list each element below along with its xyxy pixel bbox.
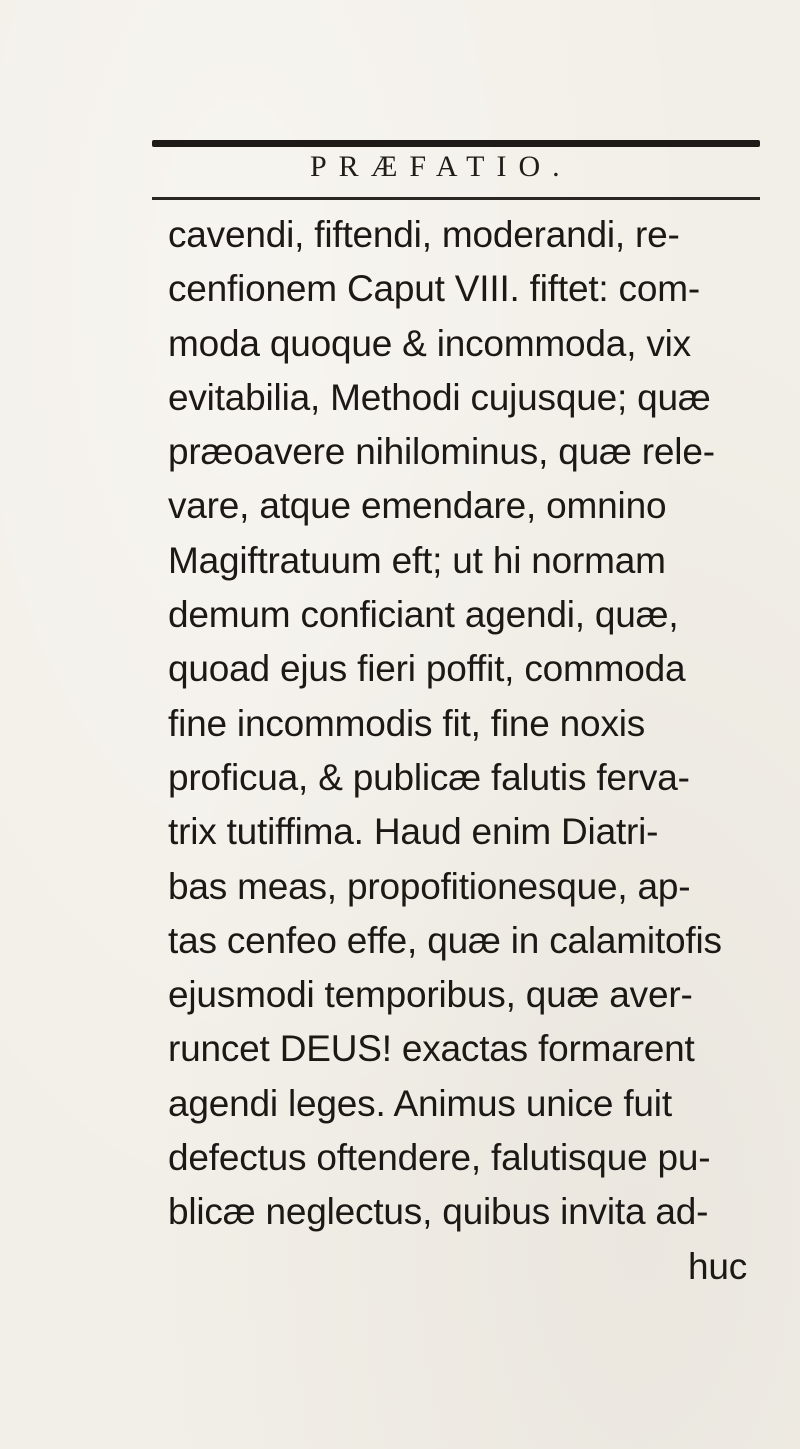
text-line: fine incommodis fit, fine noxis [168, 702, 646, 744]
text-line: defectus oftendere, falutisque pu- [168, 1137, 711, 1179]
text-line: præoavere nihilominus, quæ rele- [168, 431, 715, 473]
text-line: cenfionem Caput VIII. fiftet: com- [168, 268, 700, 310]
text-line: cavendi, fiftendi, moderandi, re- [168, 214, 680, 255]
text-line: Magiftratuum eft; ut hi normam [168, 539, 666, 581]
running-head: PRÆFATIO. [310, 150, 572, 183]
text-line: moda quoque & incommoda, vix [168, 322, 691, 364]
text-line: blicæ neglectus, quibus invita ad- [168, 1191, 709, 1233]
text-line: proficua, & publicæ falutis ferva- [168, 756, 690, 798]
text-line: trix tutiffima. Haud enim Diatri- [168, 811, 659, 853]
text-line: quoad ejus fieri poffit, commoda [168, 648, 686, 690]
text-line: agendi leges. Animus unice fuit [168, 1082, 672, 1124]
body-text [168, 208, 768, 1294]
catchword: huc [688, 1245, 748, 1287]
header-rule-bottom [152, 197, 760, 200]
text-line: demum conficiant agendi, quæ, [168, 594, 679, 636]
text-line: evitabilia, Methodi cujusque; quæ [168, 376, 711, 418]
text-line: tas cenfeo effe, quæ in calamitofis [168, 919, 722, 961]
text-line: ejusmodi temporibus, quæ aver- [168, 974, 693, 1016]
header-rule-top [152, 140, 760, 147]
text-line: vare, atque emendare, omnino [168, 485, 667, 527]
text-line: bas meas, propofitionesque, ap- [168, 865, 691, 907]
text-line: runcet DEUS! exactas formarent [168, 1028, 695, 1070]
